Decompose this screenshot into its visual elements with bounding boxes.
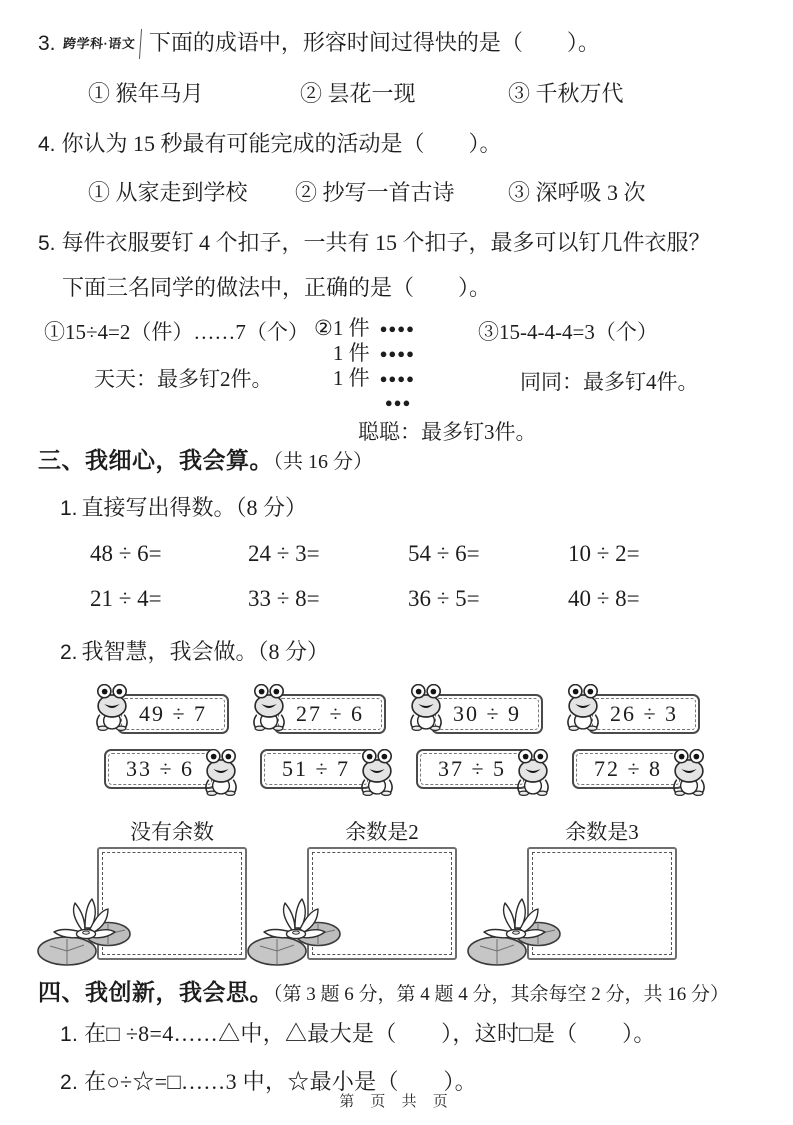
lotus-icon xyxy=(247,894,343,968)
question-3-option-2: ② 昙花一现 xyxy=(300,81,416,106)
card-expression: 33 ÷ 6 xyxy=(108,753,212,785)
section-3-sub1-heading xyxy=(60,493,755,524)
card-expression: 51 ÷ 7 xyxy=(264,753,368,785)
cross-subject-badge: 跨学科·语文 xyxy=(60,29,141,59)
section-4-title: 四、我创新，我会思。 xyxy=(38,979,273,1005)
frog-card xyxy=(251,688,386,734)
lotus-icon xyxy=(37,894,133,968)
dot-row-label: 1 件 xyxy=(332,341,370,365)
problem: 36 ÷ 5= xyxy=(408,586,480,611)
question-3-number: 3. xyxy=(38,32,56,55)
section-3-heading xyxy=(38,444,755,478)
oral-calc-row-2 xyxy=(90,584,755,614)
frog-card xyxy=(408,688,543,734)
sub1-title: 直接写出得数。 xyxy=(81,495,236,520)
question-3-option-3: ③ 千秋万代 xyxy=(508,81,624,106)
card-expression: 37 ÷ 5 xyxy=(420,753,524,785)
question-4-option-1: ① 从家走到学校 xyxy=(88,180,248,205)
question-3 xyxy=(38,28,755,59)
card-expression: 27 ÷ 6 xyxy=(278,698,382,730)
question-5-line1 xyxy=(38,228,755,259)
method-congcong-conclusion: 聪聪：最多钉3件。 xyxy=(358,420,537,444)
frog-card xyxy=(260,747,395,796)
frog-cards-row-2 xyxy=(104,747,755,796)
method-tiantian xyxy=(44,316,309,393)
oral-calc-row-1 xyxy=(90,539,755,569)
frog-icon xyxy=(251,684,287,731)
frog-icon xyxy=(408,684,444,731)
section-3-title: 三、我细心，我会算。 xyxy=(38,447,273,473)
method-congcong-marker: ② xyxy=(314,316,333,340)
answer-box xyxy=(307,847,457,960)
question-4-number: 4. xyxy=(38,133,56,156)
s4-q1-text: 在□ ÷8=4……△中，△最大是（ ），这时□是（ ）。 xyxy=(84,1021,656,1046)
s4-q2-text: 在○÷☆=□……3 中，☆最小是（ ）。 xyxy=(84,1069,477,1094)
answer-box xyxy=(527,847,677,960)
method-tongtong xyxy=(478,316,699,396)
sub1-number: 1. xyxy=(60,497,78,520)
problem: 40 ÷ 8= xyxy=(568,586,640,611)
category-label: 余数是2 xyxy=(345,820,419,844)
s4-q2-number: 2. xyxy=(60,1071,79,1094)
dot-row-label: 1 件 xyxy=(332,366,370,390)
method-tongtong-equation: ③15-4-4-4=3（个） xyxy=(478,320,658,344)
question-4 xyxy=(38,129,755,160)
question-3-option-1: ① 猴年马月 xyxy=(88,81,204,106)
question-5-number: 5. xyxy=(38,232,56,255)
section-3-score: （共 16 分） xyxy=(273,451,373,473)
sub1-score: （8 分） xyxy=(235,495,308,520)
s4-q1-number: 1. xyxy=(60,1023,79,1046)
sort-column-remainder-3 xyxy=(527,818,677,960)
question-4-options xyxy=(38,178,755,208)
frog-icon xyxy=(515,749,551,796)
question-5-line2 xyxy=(62,273,755,303)
sorting-area xyxy=(97,818,755,960)
answer-box xyxy=(97,847,247,960)
section-4-question-1 xyxy=(60,1019,755,1050)
method-tongtong-conclusion: 同同：最多钉4件。 xyxy=(520,370,699,394)
frog-card xyxy=(572,747,707,796)
sort-column-no-remainder xyxy=(97,818,247,960)
section-4-heading xyxy=(38,976,755,1011)
frog-card xyxy=(565,688,700,734)
button-diagram xyxy=(333,316,415,414)
problem: 10 ÷ 2= xyxy=(568,541,640,566)
question-5-text1: 每件衣服要钉 4 个扣子，一共有 15 个扣子，最多可以钉几件衣服？ xyxy=(61,230,711,255)
frog-card xyxy=(94,688,229,734)
dot-row-label: 1 件 xyxy=(332,316,370,340)
category-label: 余数是3 xyxy=(565,820,639,844)
sort-column-remainder-2 xyxy=(307,818,457,960)
problem: 24 ÷ 3= xyxy=(248,541,320,566)
card-expression: 72 ÷ 8 xyxy=(576,753,680,785)
problem: 54 ÷ 6= xyxy=(408,541,480,566)
question-5-methods xyxy=(38,316,755,444)
frog-icon xyxy=(94,684,130,731)
card-expression: 30 ÷ 9 xyxy=(435,698,539,730)
problem: 21 ÷ 4= xyxy=(90,586,162,611)
section-4-score: （第 3 题 6 分，第 4 题 4 分，其余每空 2 分，共 16 分） xyxy=(273,984,730,1005)
problem: 48 ÷ 6= xyxy=(90,541,162,566)
sub2-number: 2. xyxy=(60,641,78,664)
frog-card xyxy=(416,747,551,796)
dot-group-remainder: ●●● xyxy=(384,395,412,410)
problem: 33 ÷ 8= xyxy=(248,586,320,611)
section-3-sub2-heading xyxy=(60,637,755,668)
question-4-option-3: ③ 深呼吸 3 次 xyxy=(508,180,646,205)
question-4-text: 你认为 15 秒最有可能完成的活动是（ ）。 xyxy=(61,131,502,156)
question-3-text: 下面的成语中，形容时间过得快的是（ ）。 xyxy=(148,30,600,55)
sub2-title: 我智慧，我会做。 xyxy=(81,639,258,664)
frog-icon xyxy=(671,749,707,796)
card-expression: 49 ÷ 7 xyxy=(121,698,225,730)
category-label: 没有余数 xyxy=(130,820,214,844)
lotus-icon xyxy=(467,894,563,968)
dot-group: ●●●● xyxy=(379,346,415,361)
frog-icon xyxy=(565,684,601,731)
frog-icon xyxy=(359,749,395,796)
frog-icon xyxy=(203,749,239,796)
card-expression: 26 ÷ 3 xyxy=(592,698,696,730)
frog-cards-row-1 xyxy=(94,688,755,734)
page-footer: 第 页 共 页 xyxy=(339,1093,454,1110)
dot-group: ●●●● xyxy=(379,371,415,386)
question-3-options xyxy=(38,79,755,109)
method-tiantian-conclusion: 天天：最多钉2件。 xyxy=(94,367,273,391)
question-5-text2: 下面三名同学的做法中，正确的是（ ）。 xyxy=(62,275,492,300)
method-tiantian-equation: ①15÷4=2（件）……7（个） xyxy=(44,320,309,344)
sub2-score: （8 分） xyxy=(257,639,330,664)
frog-card xyxy=(104,747,239,796)
dot-group: ●●●● xyxy=(379,321,415,336)
question-4-option-2: ② 抄写一首古诗 xyxy=(295,180,455,205)
